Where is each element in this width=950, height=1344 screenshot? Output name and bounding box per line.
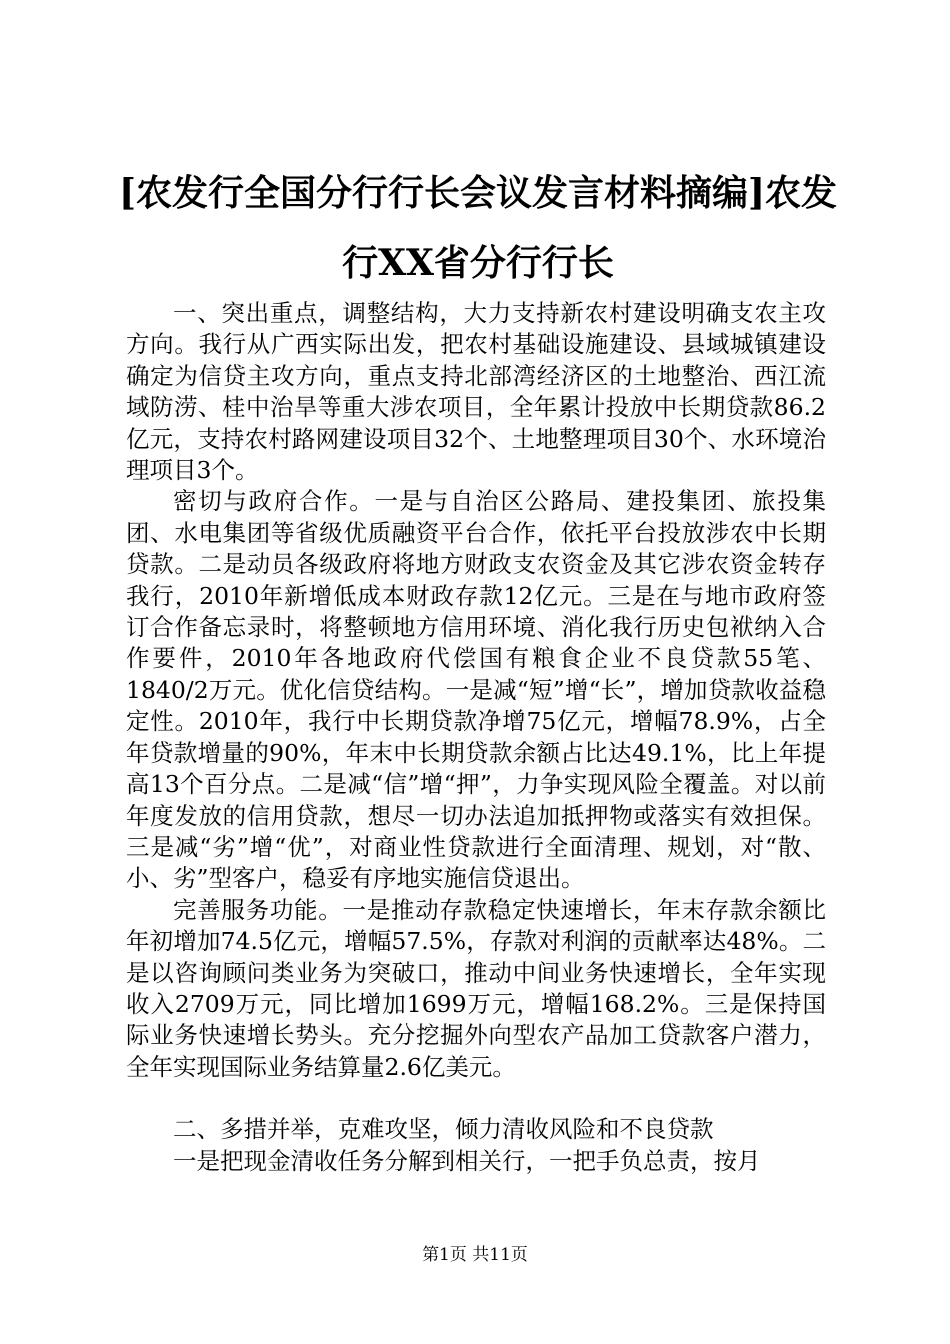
page-footer: 第1页 共11页 (422, 1245, 528, 1265)
paragraph-3: 完善服务功能。一是推动存款稳定快速增长，年末存款余额比年初增加74.5亿元，增幅57.5%，存款对利润的贡献率达48%。二是以咨询顾问类业务为突破口，推动中间业务快速增长，全年实现收入2709万元，同比增加1699万元，增幅168.2%。三是保持国际业务快速增长势头。充分挖掘外向型农产品加工贷款客户潜力，全年实现国际业务结算量2.6亿美元。 (126, 895, 826, 1081)
document-title: [农发行全国分行行长会议发言材料摘编]农发行XX省分行行长 (118, 172, 838, 284)
paragraph-2: 密切与政府合作。一是与自治区公路局、建投集团、旅投集团、水电集团等省级优质融资平台合作，依托平台投放涉农中长期贷款。二是动员各级政府将地方财政支农资金及其它涉农资金转存我行，2010年新增低成本财政存款12亿元。三是在与地市政府签订合作备忘录时，将整顿地方信用环境、消化我行历史包袱纳入合作要件，2010年各地政府代偿国有粮食企业不良贷款55笔、1840/2万元。优化信贷结构。一是减“短”增“长”，增加贷款收益稳定性。2010年，我行中长期贷款净增75亿元，增幅78.9%，占全年贷款增量的90%，年末中长期贷款余额占比达49.1%，比上年提高13个百分点。二是减“信”增“押”，力争实现风险全覆盖。对以前年度发放的信用贷款，想尽一切办法追加抵押物或落实有效担保。三是减“劣”增“优”，对商业性贷款进行全面清理、规划，对“散、小、劣”型客户，稳妥有序地实施信贷退出。 (126, 487, 826, 893)
paragraph-1: 一、突出重点，调整结构，大力支持新农村建设明确支农主攻方向。我行从广西实际出发，把农村基础设施建设、县域城镇建设确定为信贷主攻方向，重点支持北部湾经济区的土地整治、西江流域防涝、桂中治旱等重大涉农项目，全年累计投放中长期贷款86.2亿元，支持农村路网建设项目32个、土地整理项目30个、水环境治理项目3个。 (126, 299, 826, 485)
paragraph-4: 一是把现金清收任务分解到相关行，一把手负总责，按月 (173, 1146, 761, 1175)
section-heading-2: 二、多措并举，克难攻坚，倾力清收风险和不良贷款 (173, 1115, 714, 1144)
document-body (126, 298, 826, 1177)
